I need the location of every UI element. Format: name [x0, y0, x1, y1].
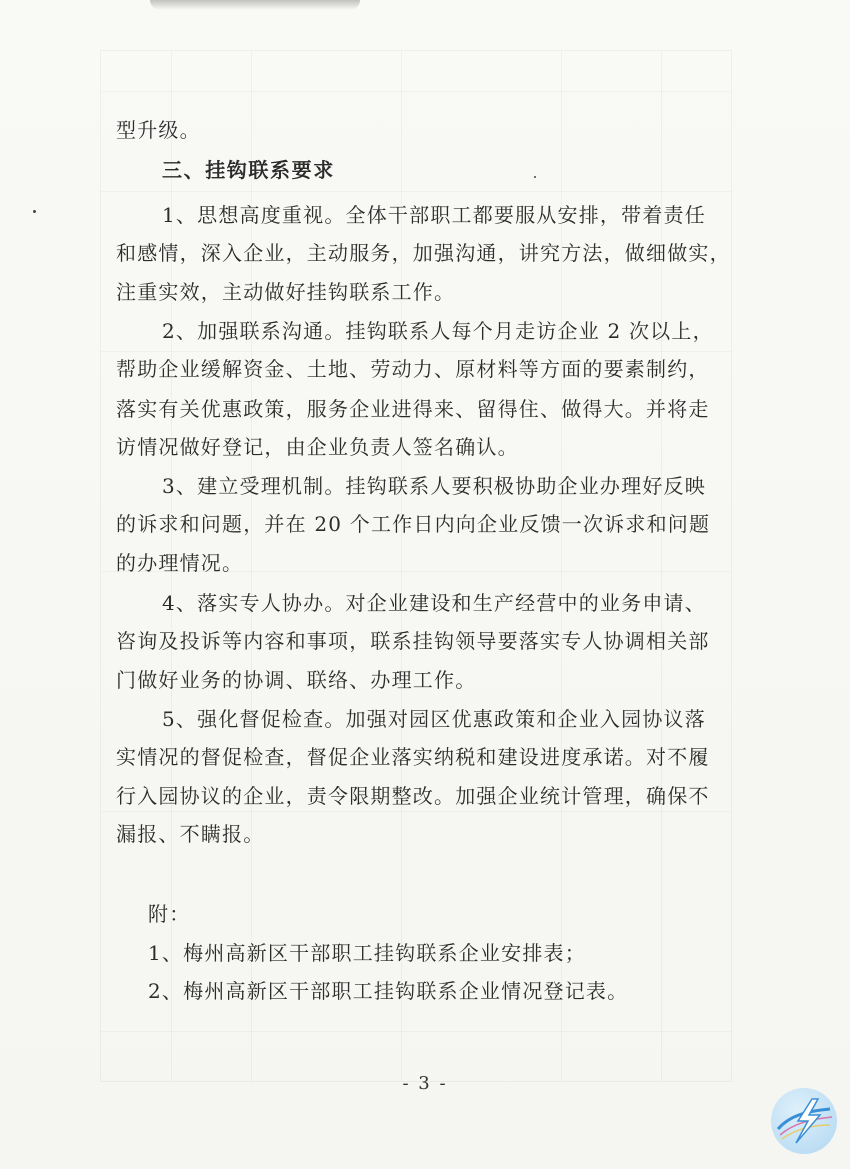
body-line: 实情况的督促检查，督促企业落实纳税和建设进度承诺。对不履 — [116, 745, 710, 769]
lightning-globe-logo-icon — [768, 1085, 840, 1157]
attachment-item: 2、梅州高新区干部职工挂钩联系企业情况登记表。 — [148, 979, 629, 1003]
body-line: 的办理情况。 — [116, 551, 244, 575]
attachment-item: 1、梅州高新区干部职工挂钩联系企业安排表； — [148, 941, 586, 965]
attachment-heading: 附： — [148, 902, 191, 926]
scan-shadow — [150, 0, 360, 10]
body-line: 型升级。 — [116, 118, 201, 142]
body-line: 咨询及投诉等内容和事项，联系挂钩领导要落实专人协调相关部 — [116, 629, 710, 653]
body-line: 注重实效，主动做好挂钩联系工作。 — [116, 280, 456, 304]
section-heading: 三、挂钩联系要求 — [162, 158, 335, 182]
scan-speck — [534, 176, 536, 178]
body-line: 行入园协议的企业，责令限期整改。加强企业统计管理，确保不 — [116, 784, 710, 808]
body-line: 漏报、不瞒报。 — [116, 822, 265, 846]
body-line: 1、思想高度重视。全体干部职工都要服从安排，带着责任 — [162, 203, 706, 227]
body-line: 2、加强联系沟通。挂钩联系人每个月走访企业 2 次以上， — [162, 319, 714, 343]
body-line: 3、建立受理机制。挂钩联系人要积极协助企业办理好反映 — [162, 474, 706, 498]
body-line: 的诉求和问题，并在 20 个工作日内向企业反馈一次诉求和问题 — [116, 512, 711, 536]
body-line: 门做好业务的协调、联络、办理工作。 — [116, 668, 477, 692]
body-line: 落实有关优惠政策，服务企业进得来、留得住、做得大。并将走 — [116, 397, 710, 421]
body-line: 访情况做好登记，由企业负责人签名确认。 — [116, 435, 519, 459]
scan-speck — [33, 210, 36, 213]
body-line: 和感情，深入企业，主动服务，加强沟通，讲究方法，做细做实， — [116, 241, 731, 265]
body-line: 4、落实专人协办。对企业建设和生产经营中的业务申请、 — [162, 591, 706, 615]
body-line: 帮助企业缓解资金、土地、劳动力、原材料等方面的要素制约， — [116, 357, 710, 381]
page-number: - 3 - — [402, 1073, 448, 1094]
body-line: 5、强化督促检查。加强对园区优惠政策和企业入园协议落 — [162, 707, 706, 731]
